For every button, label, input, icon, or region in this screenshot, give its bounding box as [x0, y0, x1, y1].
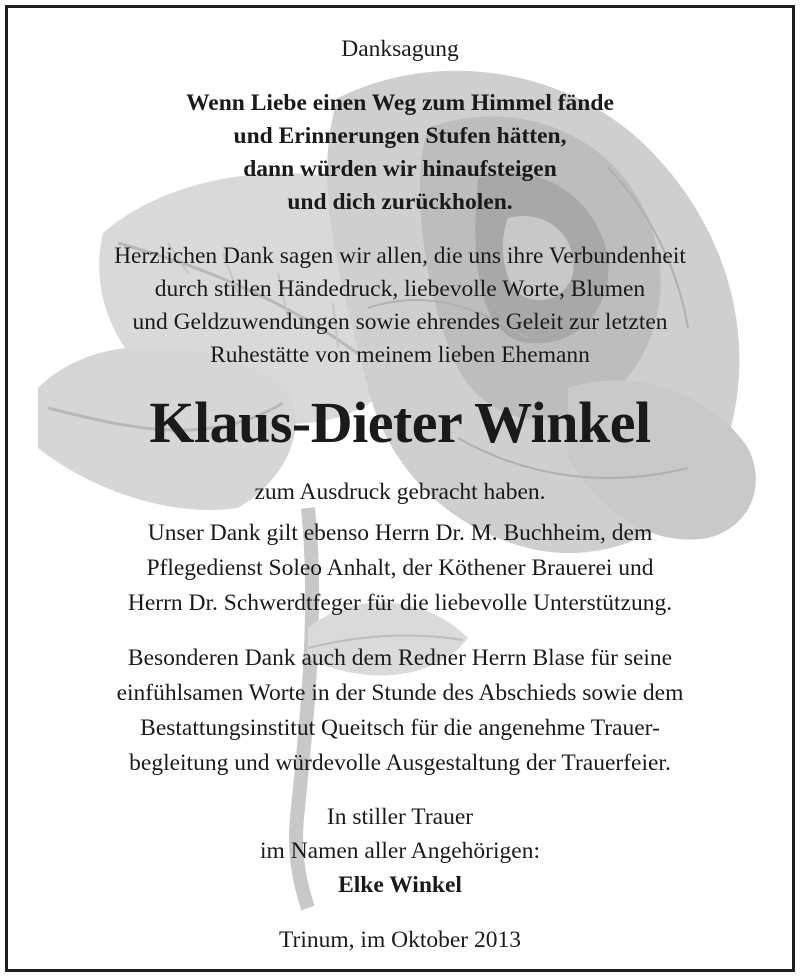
closing-line: In stiller Trauer [326, 804, 474, 830]
closing-line: im Namen aller Angehörigen: [260, 838, 540, 864]
thanks-line: durch stillen Händedruck, liebevolle Worte, Blumen [154, 276, 646, 302]
place-date: Trinum, im Oktober 2013 [279, 927, 521, 953]
special-thanks-line: Pflegedienst Soleo Anhalt, der Köthener Brauerei und [146, 555, 654, 581]
special-thanks-line: Herrn Dr. Schwerdtfeger für die liebevolle Unterstützung. [127, 590, 673, 616]
further-thanks-line: Besonderen Dank auch dem Redner Herrn Blase für seine [127, 645, 673, 671]
signature: Elke Winkel [338, 872, 462, 898]
poem-line: und dich zurückholen. [287, 189, 513, 215]
heading: Danksagung [341, 36, 459, 62]
thanks-line: Herzlichen Dank sagen wir allen, die uns ihre Verbundenheit [114, 243, 686, 269]
special-thanks-line: Unser Dank gilt ebenso Herrn Dr. M. Buchheim, dem [147, 520, 653, 546]
notice-frame [5, 5, 795, 972]
thanks-line: Ruhestätte von meinem lieben Ehemann [210, 342, 590, 368]
poem-line: Wenn Liebe einen Weg zum Himmel fände [186, 90, 614, 116]
poem-line: dann würden wir hinaufsteigen [243, 156, 557, 182]
further-thanks-line: Bestattungsinstitut Queitsch für die angenehme Trauer- [140, 715, 660, 741]
further-thanks-line: begleitung und würdevolle Ausgestaltung der Trauerfeier. [129, 750, 671, 776]
further-thanks-line: einfühlsamen Worte in der Stunde des Abschieds sowie dem [116, 680, 684, 706]
after-name-line: zum Ausdruck gebracht haben. [254, 479, 546, 505]
thanks-line: und Geldzuwendungen sowie ehrendes Geleit zur letzten [132, 309, 668, 335]
poem-line: und Erinnerungen Stufen hätten, [233, 123, 567, 149]
deceased-name: Klaus-Dieter Winkel [149, 390, 651, 455]
